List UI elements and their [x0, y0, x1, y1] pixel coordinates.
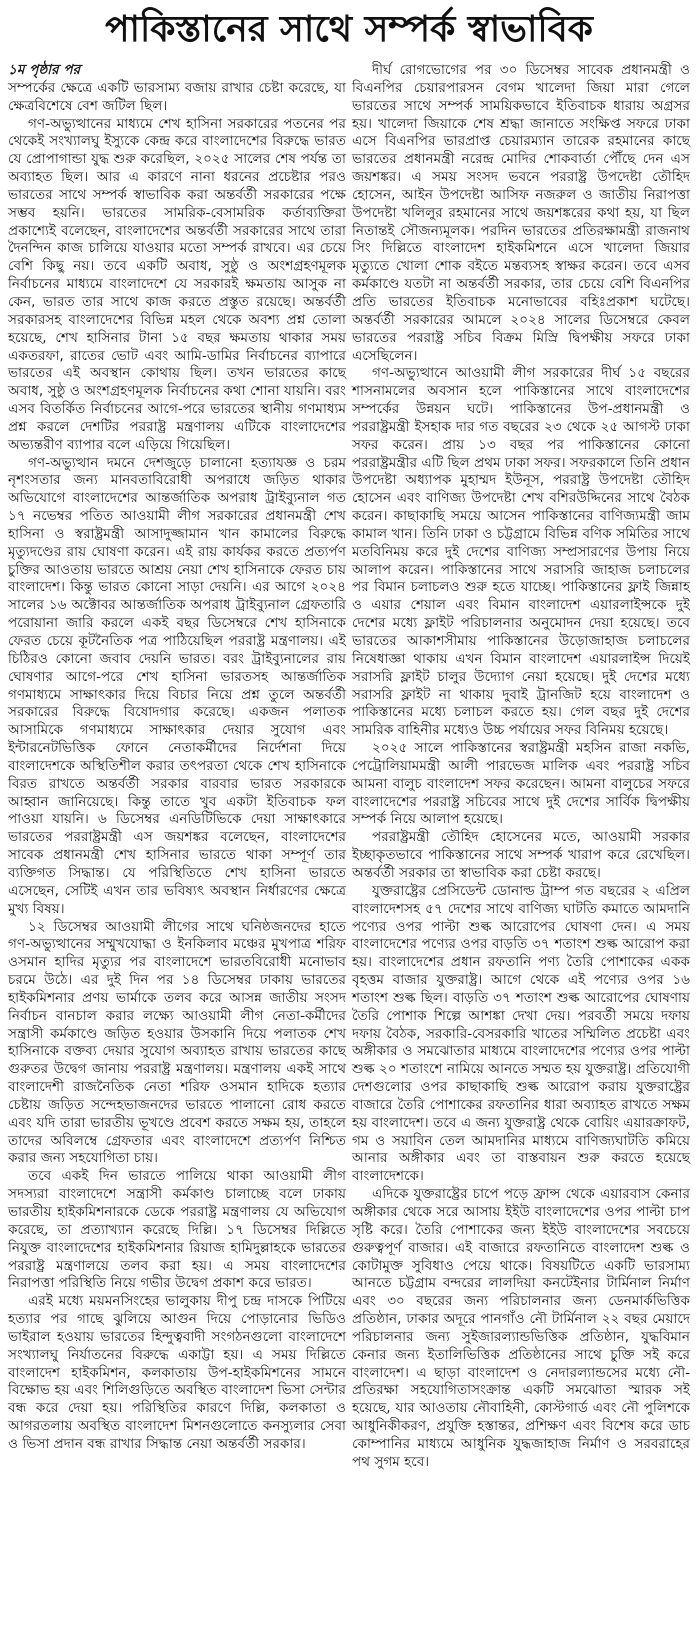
paragraph: ২০২৫ সালে পাকিস্তানের স্বরাষ্ট্রমন্ত্রী মহসিন রাজা নকভি, পেট্রোলিয়ামমন্ত্রী আলী পারভেজ মালিক এবং পররাষ্ট্র সচিব আমনা বালুচ বাংলাদেশ সফর করেছেন। আমনা বালুচের সফরে বাংলাদেশের পররাষ্ট্র সচিবের সাথে দুই দেশের সার্বিক দ্বিপক্ষীয় সম্পর্ক নিয়ে আলাপ হয়েছে।	[352, 740, 690, 828]
paragraph: এদিকে যুক্তরাষ্ট্রের চাপে পড়ে ফ্রান্স থেকে এয়ারবাস কেনার অঙ্গীকার থেকে সরে আসায় ইইউ বাংলাদেশের ওপর পাল্টা চাপ সৃষ্টি করে। তৈরি পোশাকের জন্য ইইউ বাংলাদেশের সবচেয়ে গুরুত্বপূর্ণ বাজার। এই বাজারে রফতানিতে বাংলাদেশ শুল্ক ও কোটামুক্ত সুবিধাও পেয়ে থাকে। বিষয়টিতে একটি ভারসাম্য আনতে চট্টগ্রাম বন্দরের লালদিয়া কনটেইনার টার্মিনাল নির্মাণ এবং ৩০ বছরের জন্য পরিচালনার জন্য ডেনমার্কভিত্তিক প্রতিষ্ঠান, ঢাকার অদূরে পানগাঁও নৌ টার্মিনাল ২২ বছর মেয়াদে পরিচালনার জন্য সুইজারল্যান্ডভিত্তিক প্রতিষ্ঠান, যুদ্ধবিমান কেনার জন্য ইতালিভিত্তিক প্রতিষ্ঠানের সাথে চুক্তি সই করে বাংলাদেশ। এ ছাড়া বাংলাদেশ ও নেদারল্যান্ডসের মধ্যে নৌ-প্রতিরক্ষা সহযোগিতাসংক্রান্ত একটি সমঝোতা স্মারক সই হয়েছে, যার আওতায় নৌবাহিনী, কোস্টগার্ড এবং নৌ পুলিশকে আধুনিকীকরণ, প্রযুক্তি হস্তান্তর, প্রশিক্ষণ এবং বিশেষ করে ডাচ কোম্পানির মাধ্যমে আধুনিক যুদ্ধজাহাজ নির্মাণ ও সরবরাহের পথ সুগম হবে।	[352, 1186, 690, 1470]
paragraph: গণ-অভ্যুত্থানের মাধ্যমে শেখ হাসিনা সরকারের পতনের পর থেকেই সংখ্যালঘু ইস্যুকে কেন্দ্র করে বাংলাদেশের বিরুদ্ধে ভারত যে প্রোপাগান্ডা যুদ্ধ শুরু করেছিল, ২০২৫ সালের শেষ পর্যন্ত তা অব্যাহত ছিল। আর এ কারণে নানা ধরনের প্রচেষ্টার পরও ভারতের সাথে সম্পর্ক স্বাভাবিক করা অন্তর্বর্তী সরকারের পক্ষে সম্ভব হয়নি। ভারতের সামরিক-বেসামরিক কর্তাব্যক্তিরা প্রকাশ্যেই বলেছেন, বাংলাদেশের অন্তর্বর্তী সরকারের সাথে তারা দৈনন্দিন কাজ চালিয়ে যাওয়ার মতো সম্পর্ক রাখবে। এর চেয়ে বেশি কিছু নয়। তবে একটি অবাধ, সুষ্ঠু ও অংশগ্রহণমূলক নির্বাচনের মাধ্যমে বাংলাদেশে যে সরকারই ক্ষমতায় আসুক না কেন, ভারত তার সাথে কাজ করতে প্রস্তুত রয়েছে। অন্তর্বর্তী সরকারসহ বাংলাদেশের বিভিন্ন মহল থেকে অবশ্য প্রশ্ন তোলা হয়েছে, শেখ হাসিনার টানা ১৫ বছর ক্ষমতায় থাকার সময় একতরফা, রাতের ভোট এবং আমি-ডামির নির্বাচনের ব্যাপারে ভারতের এই অবস্থান কোথায় ছিল। তখন ভারতের কাছে অবাধ, সুষ্ঠু ও অংশগ্রহণমূলক নির্বাচনের কথা শোনা যায়নি। বরং এসব বিতর্কিত নির্বাচনের আগে-পরে ভারতের স্থানীয় গণমাধ্যম প্রশ্ন করলে দেশটির পররাষ্ট্র মন্ত্রণালয় এটিকে বাংলাদেশের অভ্যন্তরীণ ব্যাপার বলে এড়িয়ে গিয়েছিল।	[8, 115, 346, 453]
paragraph: সম্পর্কের ক্ষেত্রে একটি ভারসাম্য বজায় রাখার চেষ্টা করেছে, যা ক্ষেত্রবিশেষে বেশ জটিল ছিল।	[8, 79, 346, 114]
paragraph: গণ-অভ্যুত্থান দমনে দেশজুড়ে চালানো হত্যাযজ্ঞ ও চরম নৃশংসতার জন্য মানবতাবিরোধী অপরাধে জড়িত থাকার অভিযোগে বাংলাদেশের আন্তর্জাতিক অপরাধ ট্রাইব্যুনাল গত ১৭ নভেম্বর পতিত আওয়ামী লীগ সরকারের প্রধানমন্ত্রী শেখ হাসিনা ও স্বরাষ্ট্রমন্ত্রী আসাদুজ্জামান খান কামালের বিরুদ্ধে মৃত্যুদণ্ডের রায় ঘোষণা করেন। এই রায় কার্যকর করতে প্রত্যর্পণ চুক্তির আওতায় ভারতে আশ্রয় নেয়া শেখ হাসিনাকে ফেরত চায় বাংলাদেশ। কিন্তু ভারত কোনো সাড়া দেয়নি। এর আগে ২০২৪ সালের ১৬ অক্টোবর আন্তর্জাতিক অপরাধ ট্রাইব্যুনাল গ্রেফতারি পরোয়ানা জারি করলে একই বছর ডিসেম্বরে শেখ হাসিনাকে ফেরত চেয়ে কূটনৈতিক পত্র পাঠিয়েছিল পররাষ্ট্র মন্ত্রণালয়। এই চিঠিরও কোনো জবাব দেয়নি ভারত। বরং ট্রাইব্যুনালের রায় ঘোষণার আগে-পরে শেখ হাসিনা ভারতসহ আন্তর্জাতিক গণমাধ্যমে সাক্ষাৎকার দিয়ে বিচার নিয়ে প্রশ্ন তুলে অন্তর্বর্তী সরকারের বিরুদ্ধে বিষোদগার করেছে। একজন পলাতক আসামিকে গণমাধ্যমে সাক্ষাৎকার দেয়ার সুযোগ এবং ইন্টারনেটভিত্তিক ফোনে নেতাকর্মীদের নির্দেশনা দিয়ে বাংলাদেশকে অস্থিতিশীল করার তৎপরতা থেকে শেখ হাসিনাকে বিরত রাখতে অন্তর্বর্তী সরকার বারবার ভারত সরকারকে আহ্বান জানিয়েছে। কিন্তু তাতে খুব একটা ইতিবাচক ফল পাওয়া যায়নি। ৬ ডিসেম্বর এনডিটিভিকে দেয়া সাক্ষাৎকারে ভারতের পররাষ্ট্রমন্ত্রী এস জয়শঙ্কর বলেছেন, বাংলাদেশের সাবেক প্রধানমন্ত্রী শেখ হাসিনার ভারতে থাকা সম্পূর্ণ তার ব্যক্তিগত সিদ্ধান্ত। যে পরিস্থিতিতে শেখ হাসিনা ভারতে এসেছেন, সেটিই এখন তার ভবিষ্যৎ অবস্থান নির্ধারণের ক্ষেত্রে মুখ্য বিষয়।	[8, 454, 346, 917]
paragraph: ১২ ডিসেম্বর আওয়ামী লীগের সাথে ঘনিষ্ঠজনদের হাতে গণ-অভ্যুত্থানের সম্মুখযোদ্ধা ও ইনকিলাব মঞ্চের মুখপাত্র শরিফ ওসমান হাদির মৃত্যুর পর বাংলাদেশে ভারতবিরোধী মনোভাব চরমে উঠে। এর দুই দিন পর ১৪ ডিসেম্বর ঢাকায় ভারতের হাইকমিশনার প্রণয় ভার্মাকে তলব করে আসন্ন জাতীয় সংসদ নির্বাচন বানচাল করার লক্ষ্যে আওয়ামী লীগ নেতা-কর্মীদের সন্ত্রাসী কর্মকাণ্ডে জড়িত হওয়ার উসকানি দিয়ে পলাতক শেখ হাসিনাকে বক্তব্য দেয়ার সুযোগ অব্যাহত রাখায় ভারতের কাছে গুরুতর উদ্বেগ জানায় পররাষ্ট্র মন্ত্রণালয়। মন্ত্রণালয় একই সাথে বাংলাদেশী রাজনৈতিক নেতা শরিফ ওসমান হাদিকে হত্যার চেষ্টায় জড়িত সন্দেহভাজনদের ভারতে পালানো রোধ করতে এবং যদি তারা ভারতীয় ভূখণ্ডে প্রবেশ করতে সক্ষম হয়, তাহলে তাদের অবিলম্বে গ্রেফতার এবং বাংলাদেশে প্রত্যর্পণ নিশ্চিত করার জন্য সহযোগিতা চায়।	[8, 918, 346, 1167]
article-column-right	[352, 62, 690, 1472]
paragraph: দীর্ঘ রোগভোগের পর ৩০ ডিসেম্বর সাবেক প্রধানমন্ত্রী ও বিএনপির চেয়ারপারসন বেগম খালেদা জিয়া মারা গেলে ভারতের সাথে সম্পর্ক সাময়িকভাবে ইতিবাচক ধারায় অগ্রসর হয়। খালেদা জিয়াকে শেষ শ্রদ্ধা জানাতে সংক্ষিপ্ত সফরে ঢাকা এসে বিএনপির ভারপ্রাপ্ত চেয়ারম্যান তারেক রহমানের কাছে ভারতের প্রধানমন্ত্রী নরেন্দ্র মোদির শোকবার্তা পৌঁছে দেন এস জয়শঙ্কর। এ সময় সংসদ ভবনে পররাষ্ট্র উপদেষ্টা তৌহিদ হোসেন, আইন উপদেষ্টা আসিফ নজরুল ও জাতীয় নিরাপত্তা উপদেষ্টা খলিলুর রহমানের সাথে জয়শঙ্করের কথা হয়, যা ছিল নিতান্তই সৌজন্যমূলক। পরদিন ভারতের প্রতিরক্ষামন্ত্রী রাজনাথ সিং দিল্লিতে বাংলাদেশ হাইকমিশনে এসে খালেদা জিয়ার মৃত্যুতে খোলা শোক বইতে মন্তব্যসহ স্বাক্ষর করেন। তবে এসব কর্মকাণ্ডে যতটা না অন্তর্বর্তী সরকার, তার চেয়ে বেশি বিএনপির প্রতি ভারতের ইতিবাচক মনোভাবের বহিঃপ্রকাশ ঘটেছে। অন্তর্বর্তী সরকারের আমলে ২০২৪ সালের ডিসেম্বরে কেবল ভারতের পররাষ্ট্র সচিব বিক্রম মিস্রি দ্বিপক্ষীয় সফরে ঢাকা এসেছিলেন।	[352, 62, 690, 364]
paragraph: এরই মধ্যে ময়মনসিংহের ভালুকায় দীপু চন্দ্র দাসকে পিটিয়ে হত্যার পর গাছে ঝুলিয়ে আগুন দিয়ে পোড়ানোর ভিডিও ভাইরাল হওয়ায় ভারতের হিন্দুত্ববাদী সংগঠনগুলো বাংলাদেশে সংখ্যালঘু নির্যাতনের বিরুদ্ধে একাট্টা হয়। এ সময় দিল্লিতে বাংলাদেশ হাইকমিশন, কলকাতায় উপ-হাইকমিশনের সামনে বিক্ষোভ হয় এবং শিলিগুড়িতে অবস্থিত বাংলাদেশ ভিসা সেন্টার বন্ধ করে দেয়া হয়। পরিস্থিতির কারণে দিল্লি, কলকাতা ও আগরতলায় অবস্থিত বাংলাদেশ মিশনগুলোতে কনস্যুলার সেবা ও ভিসা প্রদান বন্ধ রাখার সিদ্ধান্ত নেয়া অন্তর্বর্তী সরকার।	[8, 1293, 346, 1452]
paragraph: যুক্তরাষ্ট্রের প্রেসিডেন্ট ডোনাল্ড ট্রাম্প গত বছরের ২ এপ্রিল বাংলাদেশসহ ৫৭ দেশের সাথে বাণিজ্য ঘাটতি কমাতে আমদানি পণ্যের ওপর পাল্টা শুল্ক আরোপের ঘোষণা দেন। এ সময় বাংলাদেশের পণ্যের ওপর বাড়তি ৩৭ শতাংশ শুল্ক আরোপ করা হয়। বাংলাদেশের প্রধান রফতানি পণ্য তৈরি পোশাকের একক বৃহত্তম বাজার যুক্তরাষ্ট্র। আগে থেকে এই পণ্যের ওপর ১৬ শতাংশ শুল্ক ছিল। বাড়তি ৩৭ শতাংশ শুল্ক আরোপের ঘোষণায় তৈরি পোশাক শিল্পে আশঙ্কা দেখা দেয়। পরবর্তী সময়ে দফায় দফায় বৈঠক, সরকারি-বেসরকারি খাতের সম্মিলিত প্রচেষ্টা এবং অঙ্গীকার ও সমঝোতার মাধ্যমে বাংলাদেশের পণ্যের ওপর পাল্টা শুল্ক ২০ শতাংশে নামিয়ে আনতে সম্মত হয় যুক্তরাষ্ট্র। প্রতিযোগী দেশগুলোর ওপর কাছাকাছি শুল্ক আরোপ করায় যুক্তরাষ্ট্রের বাজারে তৈরি পোশাকের রফতানির ধারা অব্যাহত রাখতে সক্ষম হয় বাংলাদেশ। তবে এ জন্য যুক্তরাষ্ট্র থেকে বোয়িং এয়ারক্রাফট, গম ও সয়াবিন তেল আমদানির মাধ্যমে বাণিজ্যঘাটতি কমিয়ে আনার অঙ্গীকার এবং তা বাস্তবায়ন শুরু করতে হয়েছে বাংলাদেশকে।	[352, 882, 690, 1185]
paragraph: গণ-অভ্যুত্থানে আওয়ামী লীগ সরকারের দীর্ঘ ১৫ বছরের শাসনামলের অবসান হলে পাকিস্তানের সাথে বাংলাদেশের সম্পর্কের উন্নয়ন ঘটে। পাকিস্তানের উপ-প্রধানমন্ত্রী ও পররাষ্ট্রমন্ত্রী ইসহাক দার গত বছরের ২৩ থেকে ২৫ আগস্ট ঢাকা সফর করেন। প্রায় ১৩ বছর পর পাকিস্তানের কোনো পররাষ্ট্রমন্ত্রীর এটি ছিল প্রথম ঢাকা সফর। সফরকালে তিনি প্রধান উপদেষ্টা অধ্যাপক মুহাম্মদ ইউনূস, পররাষ্ট্র উপদেষ্টা তৌহিদ হোসেন এবং বাণিজ্য উপদেষ্টা শেখ বশিরউদ্দিনের সাথে বৈঠক করেন। কাছাকাছি সময়ে আসেন পাকিস্তানের বাণিজ্যমন্ত্রী জাম কামাল খান। তিনি ঢাকা ও চট্টগ্রামে বিভিন্ন বণিক সমিতির সাথে মতবিনিময় করে দুই দেশের বাণিজ্য সম্প্রসারণের উপায় নিয়ে আলাপ করেন। পাকিস্তানের সাথে সরাসরি জাহাজ চলাচলের পর বিমান চলাচলও শুরু হতে যাচ্ছে। পাকিস্তানের ফ্লাই জিন্নাহ ও এয়ার শেয়াল এবং বিমান বাংলাদেশ এয়ারলাইন্সকে দুই দেশের মধ্যে ফ্লাইট পরিচালনার অনুমোদন দেয়া হয়েছে। তবে ভারতের আকাশসীমায় পাকিস্তানের উড়োজাহাজ চলাচলের নিষেধাজ্ঞা থাকায় এখন বিমান বাংলাদেশ এয়ারলাইন্স দিয়েই সরাসরি ফ্লাইট চালুর উদ্যোগ নেয়া হয়েছে। দুই দেশের মধ্যে সরাসরি ফ্লাইট না থাকায় দুবাই ট্রানজিট হয়ে বাংলাদেশ ও পাকিস্তানের মধ্যে চলাচল করতে হয়। গেল বছর দুই দেশের সামরিক বাহিনীর মধ্যেও উচ্চ পর্যায়ের সফর বিনিময় হয়েছে।	[352, 365, 690, 739]
paragraph: পররাষ্ট্রমন্ত্রী তৌহিদ হোসেনের মতে, আওয়ামী সরকার ইচ্ছাকৃতভাবে পাকিস্তানের সাথে সম্পর্ক খারাপ করে রেখেছিল। অন্তর্বর্তী সরকার তা স্বাভাবিক করা চেষ্টা করছে।	[352, 829, 690, 881]
continuation-kicker: ১ম পৃষ্ঠার পর	[8, 62, 81, 78]
headline: পাকিস্তানের সাথে সম্পর্ক স্বাভাবিক	[105, 9, 593, 50]
article-column-left	[8, 62, 346, 1454]
paragraph: তবে একই দিন ভারতে পালিয়ে থাকা আওয়ামী লীগ সদস্যরা বাংলাদেশে সন্ত্রাসী কর্মকাণ্ড চালাচ্ছে বলে ঢাকায় ভারতীয় হাইকমিশনারকে ডেকে পররাষ্ট্র মন্ত্রণালয় যে অভিযোগ করেছে, তা প্রত্যাখ্যান করেছে দিল্লি। ১৭ ডিসেম্বর দিল্লিতে নিযুক্ত বাংলাদেশের হাইকমিশনার রিয়াজ হামিদুল্লাহকে ভারতের পররাষ্ট্র মন্ত্রণালয়ে তলব করা হয়। এ সময় বাংলাদেশের নিরাপত্তা পরিস্থিতি নিয়ে গভীর উদ্বেগ প্রকাশ করে ভারত।	[8, 1168, 346, 1292]
